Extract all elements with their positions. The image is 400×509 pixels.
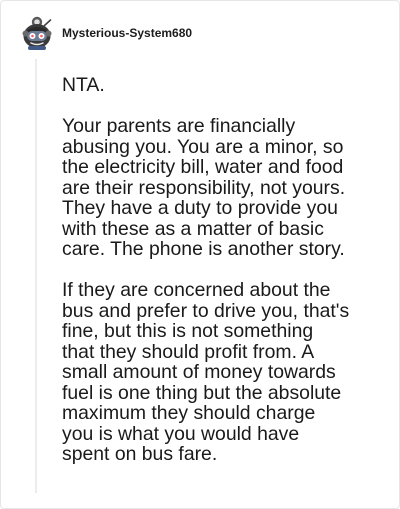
comment-header	[19, 15, 192, 53]
comment-paragraph: Your parents are financially abusing you. You are a minor, so the electricity bill, water and food are their responsibility, not yours. They have a duty to provide you with these as a matter of basic care. The phone is another story.	[62, 115, 346, 260]
thread-line[interactable]	[35, 59, 37, 493]
comment-paragraph: NTA.	[62, 74, 105, 96]
snoo-avatar-icon[interactable]	[19, 15, 55, 53]
username-link[interactable]: Mysterious-System680	[62, 26, 193, 40]
comment-paragraph: If they are concerned about the bus and prefer to drive you, that's fine, but this is not something that they should profit from. A small amount of money towards fuel is one thing but the absolute maximum they should charge you is what you would have spent on bus fare.	[62, 279, 350, 465]
comment-text	[62, 75, 388, 465]
